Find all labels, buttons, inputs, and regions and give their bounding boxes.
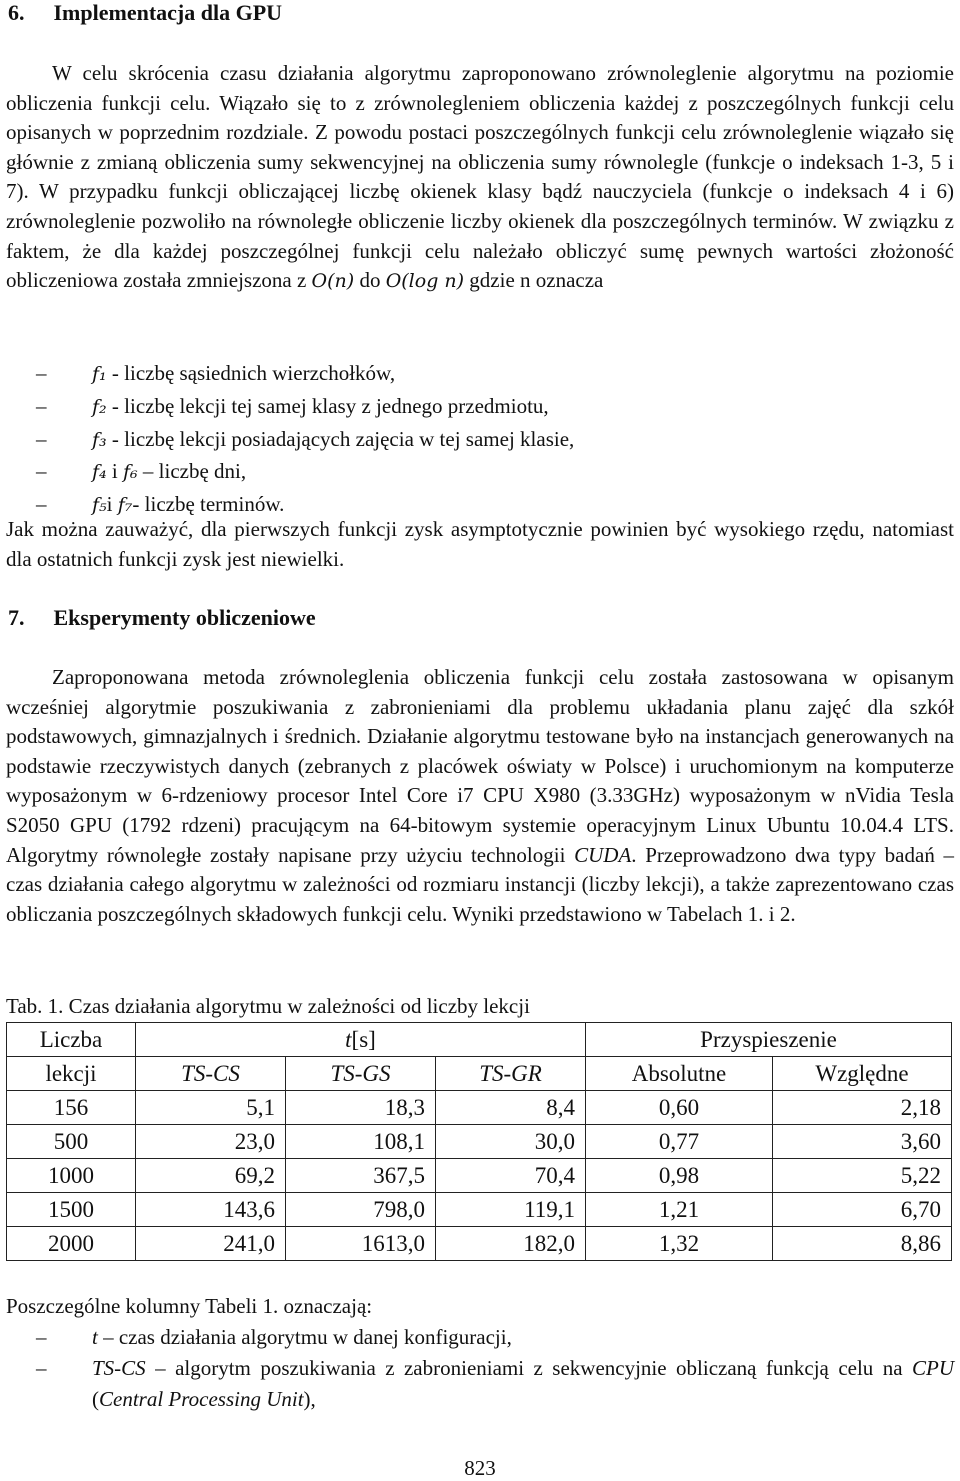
- dash-marker: –: [36, 459, 47, 484]
- paragraph-gpu-implementation: [6, 59, 954, 297]
- table-cell: 8,86: [773, 1227, 952, 1261]
- math-symbol: f₁: [92, 363, 107, 385]
- table-cell: 2000: [7, 1227, 136, 1261]
- table-cell: 6,70: [773, 1193, 952, 1227]
- dash-marker: –: [36, 492, 47, 517]
- header-cell: Absolutne: [586, 1057, 773, 1091]
- table-cell: 500: [7, 1125, 136, 1159]
- list-item-text: – algorytm poszukiwania z zabronieniami z sekwencyjnie obliczaną funkcją celu na: [145, 1356, 912, 1380]
- function-list: [6, 358, 574, 522]
- table-cell: 241,0: [136, 1227, 286, 1261]
- list-item-text: (: [92, 1387, 99, 1411]
- term: CPU: [912, 1356, 954, 1380]
- table-row: [7, 1159, 952, 1193]
- header-cell: [136, 1023, 586, 1057]
- section-heading-6: [8, 0, 282, 27]
- list-item: [6, 456, 574, 489]
- table-cell: 1,21: [586, 1193, 773, 1227]
- page-number: 823: [464, 1456, 496, 1480]
- paragraph-text: . Przeprowadzono dwa typy badań – czas działania całego algorytmu w zależności od rozmiaru instancji (liczby lekcji), a także zaprezentowano czas obliczania poszczególnych składowych funkcji celu. Wyniki przedstawiono w Tabelach 1. i 2.: [6, 842, 954, 926]
- header-unit: [s]: [351, 1026, 376, 1052]
- dash-marker: –: [36, 1356, 47, 1380]
- table-cell: 1613,0: [286, 1227, 436, 1261]
- math-symbol: f₆: [123, 461, 138, 484]
- table-cell: 143,6: [136, 1193, 286, 1227]
- term: Central Processing Unit: [99, 1387, 304, 1411]
- list-item: [6, 358, 574, 391]
- table-cell: 69,2: [136, 1159, 286, 1193]
- list-item-text: i: [106, 492, 118, 517]
- table-subheader-row: [7, 1057, 952, 1091]
- header-cell: TS-GR: [436, 1057, 586, 1091]
- table-cell: 1000: [7, 1159, 136, 1193]
- paragraph-text: Zaproponowana metoda zrównoleglenia obliczenia funkcji celu została zastosowana w opisanym wcześniej algorytmie poszukiwania z zabronieniami dla problemu układania planu zajęć dla szkół podstawowych, gimnazjalnych i średnich. Działanie algorytmu testowane było na instancjach generowanych na podstawie rzeczywistych danych (zebranych z placówek oświaty w Polsce) i uruchomionym na komputerze wyposażonym w 6-rdzeniowy procesor Intel Core i7 CPU X980 (3.33GHz) wyposażonym w nVidia Tesla S2050 GPU (1792 rdzeni) pracującym na 64-bitowym systemie operacyjnym Linux Ubuntu 10.04.4 LTS. Algorytmy równoległe zostały napisane przy użyciu technologii: [6, 665, 954, 867]
- table-row: [7, 1091, 952, 1125]
- paragraph-experiments: [6, 663, 954, 929]
- header-t: t: [345, 1026, 352, 1052]
- dash-marker: –: [36, 393, 47, 418]
- table-cell: 18,3: [286, 1091, 436, 1125]
- list-item-text: – liczbę dni,: [137, 459, 247, 484]
- list-item: [6, 1322, 954, 1353]
- table-cell: 156: [7, 1091, 136, 1125]
- math-symbol: f₅: [92, 494, 107, 517]
- table-cell: 5,1: [136, 1091, 286, 1125]
- table-cell: 3,60: [773, 1125, 952, 1159]
- dash-marker: –: [36, 361, 47, 385]
- section-number: 7.: [8, 605, 25, 630]
- complexity-on: O(n): [311, 270, 355, 293]
- table-cell: 108,1: [286, 1125, 436, 1159]
- list-item: [6, 1353, 954, 1415]
- term: TS-CS: [92, 1356, 146, 1380]
- math-symbol: f₂: [92, 395, 107, 418]
- table-cell: 798,0: [286, 1193, 436, 1227]
- paragraph-conclusion: Jak można zauważyć, dla pierwszych funkcji zysk asymptotycznie powinien być wysokiego rzędu, natomiast dla ostatnich funkcji zysk jest niewielki.: [6, 517, 954, 571]
- columns-intro: Poszczególne kolumny Tabeli 1. oznaczają:: [6, 1294, 373, 1318]
- paragraph-text: do: [354, 268, 386, 293]
- header-cell: Przyspieszenie: [586, 1023, 952, 1057]
- table-caption: Tab. 1. Czas działania algorytmu w zależności od liczby lekcji: [6, 994, 530, 1018]
- list-item-text: – czas działania algorytmu w danej konfiguracji,: [97, 1325, 512, 1349]
- header-cell: lekcji: [7, 1057, 136, 1091]
- table-cell: 1500: [7, 1193, 136, 1227]
- table-cell: 0,98: [586, 1159, 773, 1193]
- table-cell: 8,4: [436, 1091, 586, 1125]
- header-cell: TS-GS: [286, 1057, 436, 1091]
- list-item: [6, 424, 574, 457]
- math-symbol: f₄: [92, 461, 107, 484]
- table-row: [7, 1125, 952, 1159]
- results-table: [6, 1022, 952, 1261]
- list-item: [6, 391, 574, 424]
- term: t: [92, 1325, 98, 1349]
- table-cell: 5,22: [773, 1159, 952, 1193]
- table-cell: 119,1: [436, 1193, 586, 1227]
- list-item-text: ),: [303, 1387, 316, 1411]
- paragraph-text: W celu skrócenia czasu działania algorytmu zaproponowano zrównoleglenie algorytmu na poziomie obliczenia funkcji celu. Wiązało się to z zrównolegleniem obliczenia każdej z poszczególnych funkcji celu opisanych w poprzednim rozdziale. Z powodu postaci poszczególnych funkcji celu zrównoleglenie wiązało się głównie z zmianą obliczenia sumy sekwencyjnej na obliczenia sumy równolegle (funkcje o indeksach 1-3, 5 i 7). W przypadku funkcji obliczającej liczbę okienek klasy bądź nauczyciela (funkcje o indeksach 4 i 6) zrównoleglenie pozwoliło na równoległe obliczenie liczby okienek dla poszczególnych terminów. W związku z faktem, że dla każdej poszczególnej funkcji celu należało obliczyć sumę pewnych wartości złożoność obliczeniowa została zmniejszona z: [6, 61, 954, 293]
- complexity-ologn: O(log n): [385, 270, 465, 293]
- list-item-text: - liczbę sąsiednich wierzchołków,: [106, 361, 396, 385]
- table-cell: 0,77: [586, 1125, 773, 1159]
- math-symbol: f₇: [117, 494, 133, 517]
- section-heading-7: [8, 604, 316, 632]
- header-cell: Względne: [773, 1057, 952, 1091]
- header-cell: Liczba: [7, 1023, 136, 1057]
- table-row: [7, 1227, 952, 1261]
- list-item-text: - liczbę lekcji posiadających zajęcia w tej samej klasie,: [106, 426, 575, 451]
- dash-marker: –: [36, 1325, 47, 1349]
- table-row: [7, 1193, 952, 1227]
- cuda-term: CUDA: [574, 842, 632, 867]
- table-header-row: [7, 1023, 952, 1057]
- list-item-text: i: [106, 459, 123, 484]
- table-cell: 23,0: [136, 1125, 286, 1159]
- table-cell: 1,32: [586, 1227, 773, 1261]
- table-cell: 367,5: [286, 1159, 436, 1193]
- table-cell: 182,0: [436, 1227, 586, 1261]
- math-symbol: f₃: [92, 428, 107, 451]
- table-cell: 2,18: [773, 1091, 952, 1125]
- section-title: Implementacja dla GPU: [53, 0, 283, 25]
- section-number: 6.: [8, 0, 25, 25]
- table-cell: 70,4: [436, 1159, 586, 1193]
- list-item-text: - liczbę lekcji tej samej klasy z jednego przedmiotu,: [106, 393, 549, 418]
- list-item-text: - liczbę terminów.: [132, 492, 285, 517]
- paragraph-text: gdzie n oznacza: [464, 268, 604, 293]
- dash-marker: –: [36, 426, 47, 451]
- section-title: Eksperymenty obliczeniowe: [53, 605, 316, 630]
- table-cell: 0,60: [586, 1091, 773, 1125]
- columns-list: [6, 1322, 954, 1415]
- header-cell: TS-CS: [136, 1057, 286, 1091]
- table-cell: 30,0: [436, 1125, 586, 1159]
